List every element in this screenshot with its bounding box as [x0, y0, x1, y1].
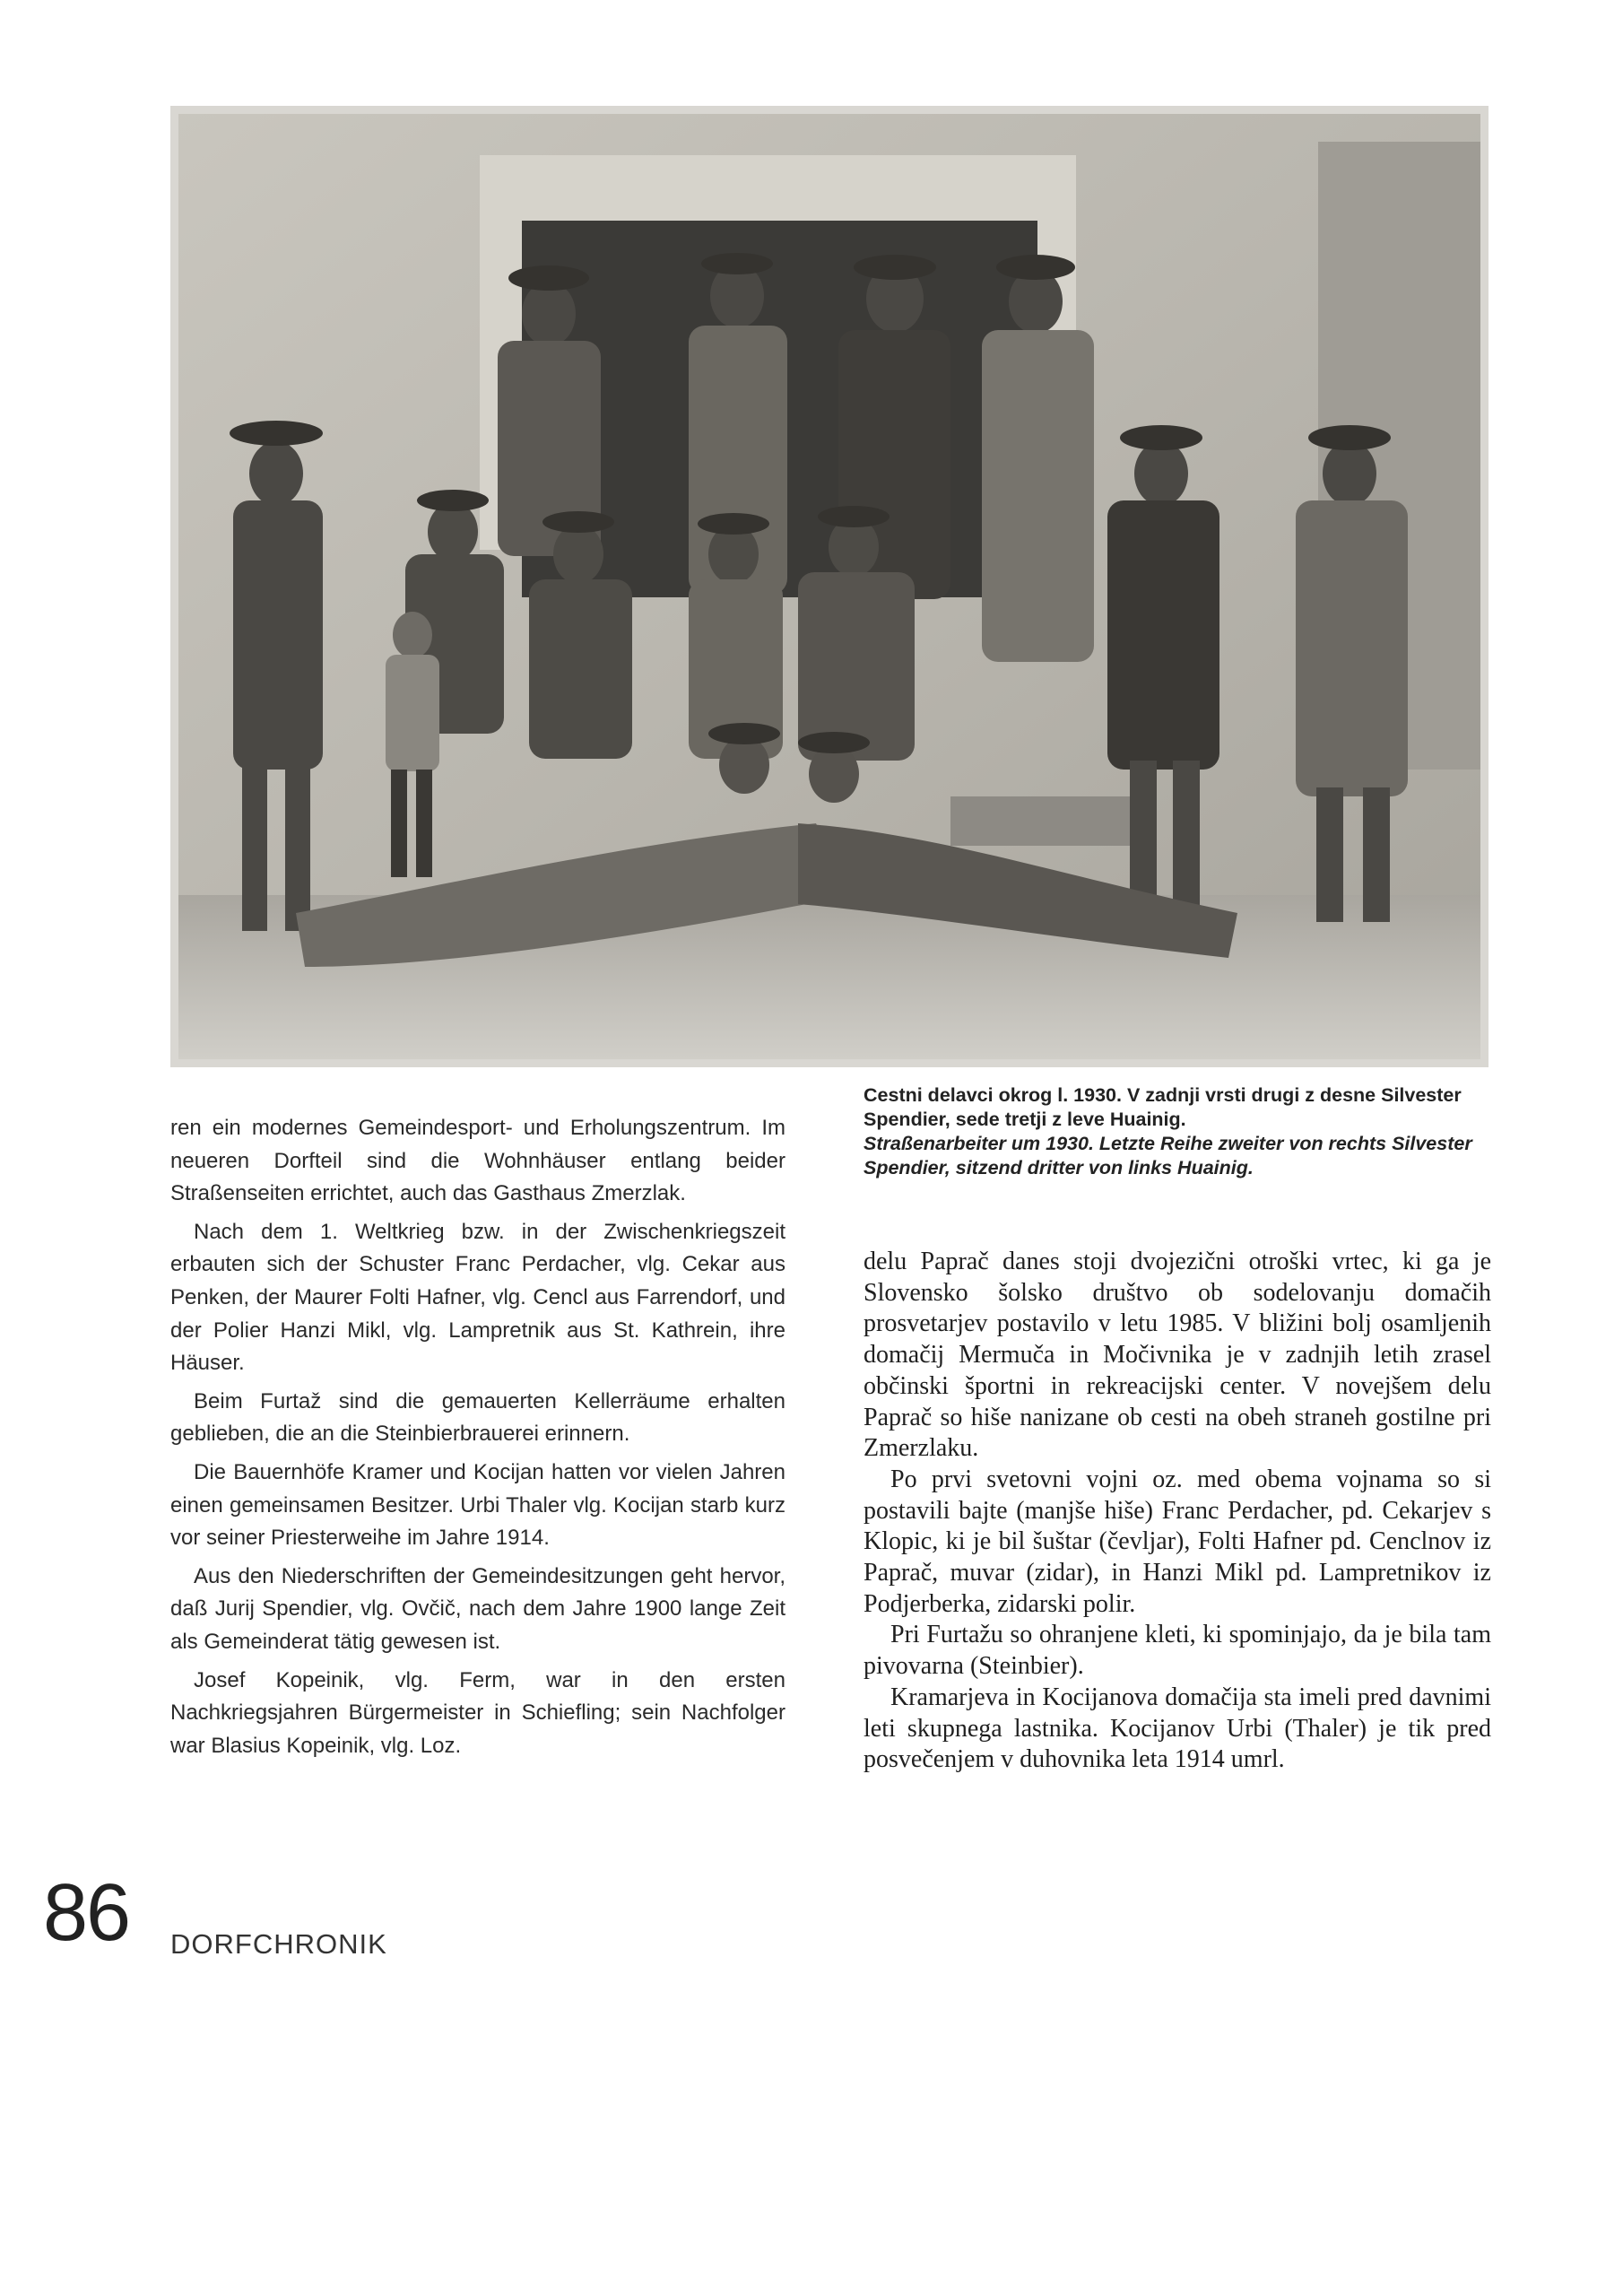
- slovenian-text-column: [864, 1247, 1491, 1776]
- german-paragraph: Aus den Niederschriften der Gemeindesitzungen geht hervor, daß Jurij Spendier, vlg. Ovčič, nach dem Jahre 1900 lange Zeit als Gemeinderat tätig gewesen ist.: [170, 1563, 785, 1654]
- slovenian-paragraph: delu Paprač danes stoji dvojezični otroški vrtec, ki ga je Slovensko šolsko društvo ob sodelovanju domačih prosvetarjev postavilo v letu 1985. V bližini bolj osamljenih domačij Mermuča in Močivnika je v zadnjih letih zrasel občinski športni in rekreacijski center. V novejšem delu Paprač so hiše nanizane ob cesti na obeh straneh gostilne pri Zmerzlaku.: [864, 1248, 1491, 1463]
- photo-caption: [864, 1083, 1491, 1180]
- slovenian-paragraph: Po prvi svetovni vojni oz. med obema vojnama so si postavili bajte (manjše hiše) Franc Perdacher, pd. Cekarjev s Klopic, ki je bil šuštar (čevljar), Folti Hafner pd. Cenclnov iz Paprač, muvar (zidar), in Hanzi Mikl pd. Lampretnikov iz Podjerberka, zidarski polir.: [864, 1465, 1491, 1618]
- group-photo: [170, 106, 1488, 1067]
- german-paragraph: ren ein modernes Gemeindesport- und Erholungszentrum. Im neueren Dorfteil sind die Wohnhäuser entlang beider Straßenseiten errichtet, auch das Gasthaus Zmerzlak.: [170, 1116, 785, 1206]
- slovenian-paragraph: Pri Furtažu so ohranjene kleti, ki spominjajo, da je bila tam pivovarna (Steinbier).: [864, 1621, 1491, 1681]
- slovenian-paragraph: Kramarjeva in Kocijanova domačija sta imeli pred davnimi leti skupnega lastnika. Kocijanov Urbi (Thaler) je tik pred posvečenjem v duhovnika leta 1914 umrl.: [864, 1683, 1491, 1774]
- page-number: 86: [43, 1868, 130, 1958]
- caption-slovenian: Cestni delavci okrog l. 1930. V zadnji vrsti drugi z desne Silvester Spendier, sede tretji z leve Huainig.: [864, 1084, 1462, 1130]
- german-paragraph: Die Bauernhöfe Kramer und Kocijan hatten vor vielen Jahren einen gemeinsamen Besitzer. Urbi Thaler vlg. Kocijan starb kurz vor seiner Priesterweihe im Jahre 1914.: [170, 1459, 785, 1551]
- german-paragraph: Beim Furtaž sind die gemauerten Kellerräume erhalten geblieben, die an die Steinbierbrauerei erinnern.: [170, 1388, 785, 1447]
- german-paragraph: Josef Kopeinik, vlg. Ferm, war in den ersten Nachkriegsjahren Bürgermeister in Schiefling; sein Nachfolger war Blasius Kopeinik, vlg. Loz.: [170, 1667, 785, 1758]
- german-paragraph: Nach dem 1. Weltkrieg bzw. in der Zwischenkriegszeit erbauten sich der Schuster Franc Perdacher, vlg. Cekar aus Penken, der Maurer Folti Hafner, vlg. Cencl aus Farrendorf, und der Polier Hanzi Mikl, vlg. Lampretnik aus St. Kathrein, ihre Häuser.: [170, 1219, 785, 1376]
- german-text-column: [170, 1112, 785, 1768]
- running-head: DORFCHRONIK: [170, 1928, 387, 1960]
- caption-german: Straßenarbeiter um 1930. Letzte Reihe zweiter von rechts Silvester Spendier, sitzend dritter von links Huainig.: [864, 1133, 1472, 1178]
- historic-group-photo-icon: [170, 106, 1488, 1067]
